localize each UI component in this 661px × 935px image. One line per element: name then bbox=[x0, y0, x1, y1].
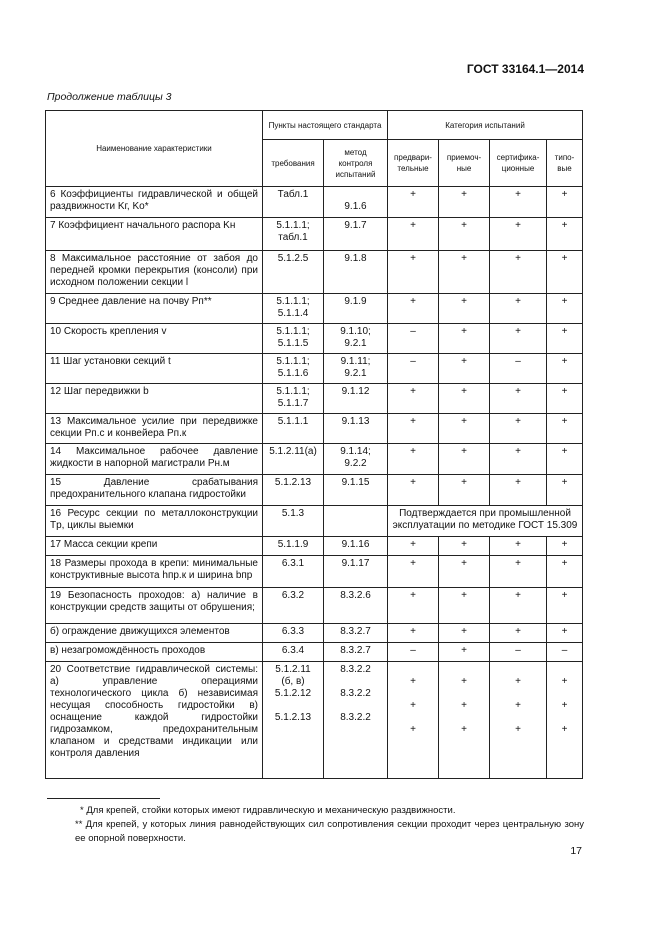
category-mark-preliminary: + bbox=[388, 251, 439, 294]
category-mark-type: + bbox=[547, 251, 583, 294]
table-row bbox=[46, 294, 583, 324]
method-line: 9.1.9 bbox=[344, 296, 367, 307]
method-line: 9.1.17 bbox=[341, 558, 370, 569]
header-name: Наименование характеристики bbox=[46, 111, 263, 187]
method-line bbox=[328, 508, 383, 520]
category-mark-type: – bbox=[547, 643, 583, 662]
requirement-clause bbox=[263, 624, 324, 643]
characteristic-name: в) незагромождённость проходов bbox=[46, 643, 263, 662]
requirement-line: 5.1.2.13 bbox=[274, 477, 312, 488]
category-mark-certification: + bbox=[490, 384, 547, 414]
test-method-clause bbox=[324, 354, 388, 384]
characteristic-name: 7 Коэффициент начального распора Kн bbox=[46, 218, 263, 251]
method-line: 9.1.8 bbox=[344, 253, 367, 264]
category-mark-acceptance: + bbox=[439, 294, 490, 324]
category-mark-acceptance: + bbox=[439, 643, 490, 662]
header-cat-acceptance: приемоч-ные bbox=[439, 140, 490, 187]
method-line: 9.1.7 bbox=[344, 220, 367, 231]
requirement-line bbox=[267, 700, 319, 712]
category-mark-acceptance: + bbox=[439, 414, 490, 444]
mark: + bbox=[410, 724, 416, 735]
requirement-line: 5.1.1.1; bbox=[276, 356, 310, 367]
characteristic-name: 14 Максимальное рабочее давление жидкости в напорной магистрали Pн.м bbox=[46, 444, 263, 475]
header-category: Категория испытаний bbox=[388, 111, 583, 140]
requirement-clause bbox=[263, 294, 324, 324]
header-method: метод контроля испытаний bbox=[324, 140, 388, 187]
test-method-clause bbox=[324, 294, 388, 324]
method-line: 8.3.2.2 bbox=[340, 688, 371, 699]
category-mark-acceptance: + bbox=[439, 537, 490, 556]
requirement-clause bbox=[263, 187, 324, 218]
mark: + bbox=[410, 676, 416, 687]
category-mark-type: + bbox=[547, 324, 583, 354]
requirement-line: 5.1.2.12 bbox=[274, 688, 312, 699]
mark: + bbox=[461, 676, 467, 687]
requirement-line: 5.1.2.5 bbox=[277, 253, 309, 264]
requirement-line: 5.1.1.4 bbox=[277, 308, 309, 319]
mark: + bbox=[561, 700, 568, 711]
characteristic-name: 11 Шаг установки секций t bbox=[46, 354, 263, 384]
test-method-clause bbox=[324, 624, 388, 643]
category-mark-preliminary bbox=[388, 662, 439, 779]
category-mark-acceptance: + bbox=[439, 324, 490, 354]
requirement-line: 6.3.3 bbox=[281, 626, 305, 637]
mark: + bbox=[515, 676, 521, 687]
test-method-clause bbox=[324, 324, 388, 354]
category-mark-certification: + bbox=[490, 251, 547, 294]
table-row bbox=[46, 251, 583, 294]
category-mark-type: + bbox=[547, 624, 583, 643]
table-row bbox=[46, 662, 583, 779]
method-line: 9.1.14; bbox=[340, 446, 371, 457]
requirement-clause bbox=[263, 662, 324, 779]
requirement-line: 5.1.2.11 bbox=[275, 664, 311, 675]
table-row bbox=[46, 444, 583, 475]
requirement-line: 6.3.1 bbox=[281, 558, 305, 569]
requirement-clause bbox=[263, 643, 324, 662]
category-mark-preliminary: + bbox=[388, 624, 439, 643]
test-method-clause bbox=[324, 218, 388, 251]
footnote-2: ** Для крепей, у которых линия равнодействующих сил сопротивления секции проходит через центральную зону ее опорной поверхности. bbox=[75, 819, 584, 844]
category-mark-type: + bbox=[547, 588, 583, 624]
requirement-clause bbox=[263, 588, 324, 624]
category-mark-preliminary: – bbox=[388, 354, 439, 384]
mark: + bbox=[461, 700, 467, 711]
footnote-divider bbox=[47, 798, 160, 799]
requirement-line: 5.1.1.5 bbox=[277, 338, 309, 349]
category-mark-certification: – bbox=[490, 354, 547, 384]
category-mark-certification: – bbox=[490, 643, 547, 662]
method-line: 8.3.2.6 bbox=[340, 590, 371, 601]
table-row bbox=[46, 506, 583, 537]
characteristic-name: 9 Среднее давление на почву Pп** bbox=[46, 294, 263, 324]
header-cat-type: типо-вые bbox=[547, 140, 583, 187]
category-mark-acceptance: + bbox=[439, 475, 490, 506]
header-cat-preliminary: предвари-тельные bbox=[388, 140, 439, 187]
requirement-clause bbox=[263, 354, 324, 384]
requirement-clause bbox=[263, 384, 324, 414]
method-line: 8.3.2.2 bbox=[340, 664, 371, 675]
requirement-line: 6.3.4 bbox=[281, 645, 305, 656]
requirement-clause bbox=[263, 324, 324, 354]
test-method-clause bbox=[324, 588, 388, 624]
category-mark-preliminary: + bbox=[388, 294, 439, 324]
category-mark-certification: + bbox=[490, 324, 547, 354]
category-mark-type: + bbox=[547, 384, 583, 414]
category-mark-acceptance: + bbox=[439, 588, 490, 624]
category-mark-preliminary: + bbox=[388, 444, 439, 475]
header-points: Пункты настоящего стандарта bbox=[263, 111, 388, 140]
requirement-line: 5.1.1.1; bbox=[276, 386, 310, 397]
category-mark-preliminary: + bbox=[388, 556, 439, 588]
category-mark-preliminary: + bbox=[388, 218, 439, 251]
test-method-clause bbox=[324, 662, 388, 779]
category-mark-certification: + bbox=[490, 218, 547, 251]
requirement-line: 5.1.1.9 bbox=[277, 539, 309, 550]
test-method-clause bbox=[324, 506, 388, 537]
method-line: 9.1.10; bbox=[340, 326, 371, 337]
category-mark-certification bbox=[490, 662, 547, 779]
characteristic-name: б) ограждение движущихся элементов bbox=[46, 624, 263, 643]
table-row bbox=[46, 475, 583, 506]
requirement-line: 5.1.2.11(а) bbox=[269, 446, 317, 457]
header-row bbox=[46, 111, 583, 140]
requirement-line: 5.1.2.13 bbox=[274, 712, 312, 723]
requirement-clause bbox=[263, 506, 324, 537]
characteristic-name: 6 Коэффициенты гидравлической и общей раздвижности Kг, Kо* bbox=[46, 187, 263, 218]
method-line: 8.3.2.7 bbox=[340, 626, 371, 637]
requirement-line: 5.1.1.1; bbox=[276, 326, 310, 337]
test-method-clause bbox=[324, 187, 388, 218]
method-line: 8.3.2.2 bbox=[340, 712, 371, 723]
table-row bbox=[46, 218, 583, 251]
requirement-line: (б, в) bbox=[281, 676, 305, 687]
header-cat-certification: сертифика-ционные bbox=[490, 140, 547, 187]
category-mark-type: + bbox=[547, 414, 583, 444]
category-mark-certification: + bbox=[490, 444, 547, 475]
category-mark-preliminary: – bbox=[388, 324, 439, 354]
method-line: 9.2.2 bbox=[344, 458, 367, 469]
footnote-1: * Для крепей, стойки которых имеют гидравлическую и механическую раздвижности. bbox=[80, 805, 456, 816]
mark: + bbox=[561, 676, 568, 687]
requirement-line: 6.3.2 bbox=[281, 590, 305, 601]
category-mark-certification: + bbox=[490, 624, 547, 643]
page-number: 17 bbox=[570, 845, 582, 857]
category-mark-type: + bbox=[547, 537, 583, 556]
table-row bbox=[46, 556, 583, 588]
table-caption: Продолжение таблицы 3 bbox=[47, 91, 172, 103]
category-mark-certification: + bbox=[490, 187, 547, 218]
category-mark-acceptance: + bbox=[439, 251, 490, 294]
requirement-clause bbox=[263, 218, 324, 251]
category-mark-preliminary: + bbox=[388, 187, 439, 218]
category-mark-certification: + bbox=[490, 475, 547, 506]
table-body bbox=[46, 187, 583, 779]
requirement-line: 5.1.3 bbox=[281, 508, 305, 519]
method-line bbox=[328, 189, 383, 201]
category-mark-acceptance: + bbox=[439, 218, 490, 251]
method-line: 8.3.2.7 bbox=[340, 645, 371, 656]
category-mark-preliminary: + bbox=[388, 537, 439, 556]
category-mark-type: + bbox=[547, 444, 583, 475]
category-mark-certification: + bbox=[490, 556, 547, 588]
footnotes bbox=[47, 804, 584, 846]
test-method-clause bbox=[324, 414, 388, 444]
method-line: 9.1.12 bbox=[341, 386, 370, 397]
merged-category-note: Подтверждается при промышленной эксплуатации по методике ГОСТ 15.309 bbox=[388, 506, 583, 537]
method-line bbox=[328, 676, 383, 688]
characteristic-name: 13 Максимальное усилие при передвижке секции Pп.с и конвейера Pп.к bbox=[46, 414, 263, 444]
characteristic-name: 8 Максимальное расстояние от забоя до передней кромки перекрытия (консоли) при исходном положении секции l bbox=[46, 251, 263, 294]
category-mark-type: + bbox=[547, 187, 583, 218]
characteristic-name: 19 Безопасность проходов: а) наличие в конструкции средств защиты от обрушения; bbox=[46, 588, 263, 624]
table-row bbox=[46, 588, 583, 624]
test-method-clause bbox=[324, 251, 388, 294]
requirement-clause bbox=[263, 251, 324, 294]
category-mark-type bbox=[547, 662, 583, 779]
category-mark-preliminary: + bbox=[388, 588, 439, 624]
method-line: 9.1.6 bbox=[344, 201, 367, 212]
requirement-line: 5.1.1.1 bbox=[277, 416, 309, 427]
characteristic-name: 15 Давление срабатывания предохранительного клапана гидростойки bbox=[46, 475, 263, 506]
table-row bbox=[46, 187, 583, 218]
test-method-clause bbox=[324, 556, 388, 588]
category-mark-acceptance bbox=[439, 662, 490, 779]
requirement-clause bbox=[263, 537, 324, 556]
category-mark-certification: + bbox=[490, 588, 547, 624]
category-mark-type: + bbox=[547, 354, 583, 384]
category-mark-preliminary: + bbox=[388, 414, 439, 444]
category-mark-type: + bbox=[547, 556, 583, 588]
test-method-clause bbox=[324, 643, 388, 662]
category-mark-type: + bbox=[547, 475, 583, 506]
category-mark-certification: + bbox=[490, 537, 547, 556]
requirement-line: Табл.1 bbox=[277, 189, 309, 200]
category-mark-type: + bbox=[547, 294, 583, 324]
category-mark-preliminary: + bbox=[388, 475, 439, 506]
requirement-line: 5.1.1.7 bbox=[277, 398, 309, 409]
method-line: 9.1.16 bbox=[341, 539, 370, 550]
requirement-line: 5.1.1.1; bbox=[276, 296, 310, 307]
mark: + bbox=[461, 724, 467, 735]
mark: + bbox=[561, 724, 568, 735]
test-method-clause bbox=[324, 537, 388, 556]
table-row bbox=[46, 537, 583, 556]
mark: + bbox=[515, 724, 521, 735]
document-code: ГОСТ 33164.1—2014 bbox=[466, 62, 584, 76]
requirement-line: табл.1 bbox=[278, 232, 308, 243]
characteristic-name: 16 Ресурс секции по металлоконструкции Tр, циклы выемки bbox=[46, 506, 263, 537]
category-mark-type: + bbox=[547, 218, 583, 251]
method-line: 9.1.13 bbox=[341, 416, 370, 427]
characteristics-table bbox=[45, 110, 583, 779]
mark: + bbox=[515, 700, 521, 711]
method-line: 9.2.1 bbox=[344, 338, 367, 349]
requirement-line: 5.1.1.6 bbox=[277, 368, 309, 379]
category-mark-preliminary: + bbox=[388, 384, 439, 414]
table-row bbox=[46, 354, 583, 384]
test-method-clause bbox=[324, 475, 388, 506]
category-mark-acceptance: + bbox=[439, 384, 490, 414]
category-mark-preliminary: – bbox=[388, 643, 439, 662]
characteristic-name: 10 Скорость крепления v bbox=[46, 324, 263, 354]
method-line bbox=[328, 700, 383, 712]
test-method-clause bbox=[324, 444, 388, 475]
category-mark-acceptance: + bbox=[439, 556, 490, 588]
table-row bbox=[46, 414, 583, 444]
requirement-clause bbox=[263, 475, 324, 506]
mark: + bbox=[410, 700, 416, 711]
requirement-clause bbox=[263, 444, 324, 475]
category-mark-certification: + bbox=[490, 414, 547, 444]
table-row bbox=[46, 384, 583, 414]
table-row bbox=[46, 624, 583, 643]
category-mark-acceptance: + bbox=[439, 444, 490, 475]
characteristic-name: 12 Шаг передвижки b bbox=[46, 384, 263, 414]
table-row bbox=[46, 324, 583, 354]
category-mark-certification: + bbox=[490, 294, 547, 324]
table-row bbox=[46, 643, 583, 662]
requirement-clause bbox=[263, 414, 324, 444]
method-line: 9.1.15 bbox=[341, 477, 370, 488]
category-mark-acceptance: + bbox=[439, 187, 490, 218]
requirement-clause bbox=[263, 556, 324, 588]
requirement-line: 5.1.1.1; bbox=[276, 220, 310, 231]
characteristic-name: 17 Масса секции крепи bbox=[46, 537, 263, 556]
header-requirements: требования bbox=[263, 140, 324, 187]
method-line: 9.2.1 bbox=[344, 368, 367, 379]
method-line: 9.1.11; bbox=[340, 356, 371, 367]
category-mark-acceptance: + bbox=[439, 354, 490, 384]
characteristic-name: 20 Соответствие гидравлической системы: а) управление операциями технологического цикла б) независимая несущая способность гидростойки в) оснащение каждой гидростойки гидрозамком, предохранительным клапаном и средствами индикации или контроля давления bbox=[46, 662, 263, 779]
test-method-clause bbox=[324, 384, 388, 414]
category-mark-acceptance: + bbox=[439, 624, 490, 643]
characteristic-name: 18 Размеры прохода в крепи: минимальные конструктивные высота hпр.к и ширина bпр bbox=[46, 556, 263, 588]
